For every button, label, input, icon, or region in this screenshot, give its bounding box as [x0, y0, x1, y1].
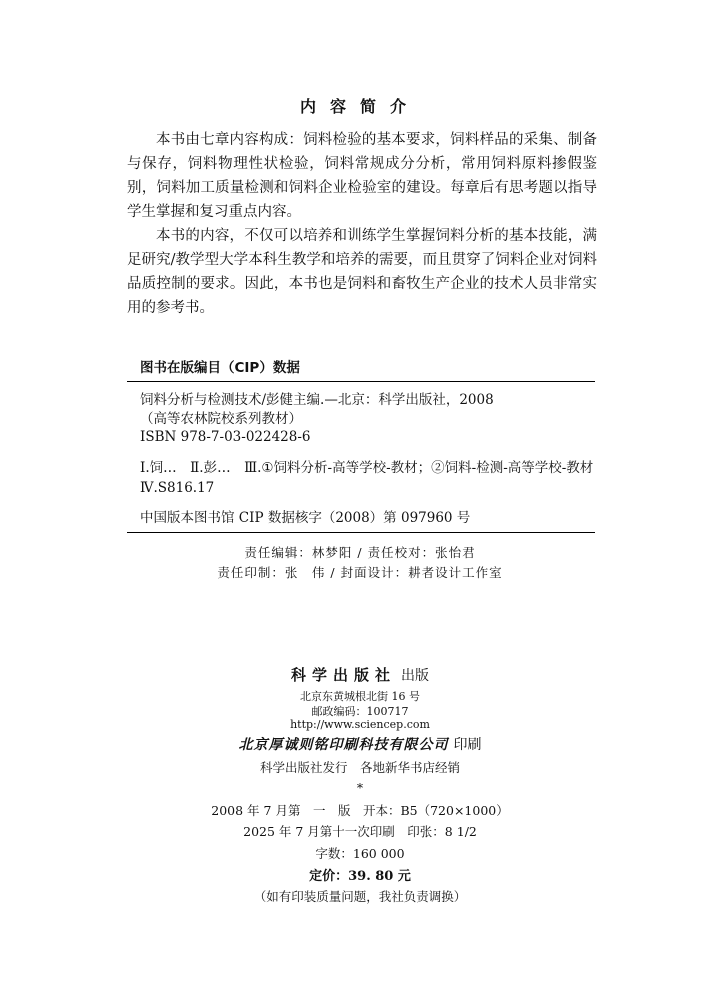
cip-classification: Ⅰ.饲… Ⅱ.彭… Ⅲ.①饲料分析-高等学校-教材；②饲料-检测-高等学校-教材 Ⅳ.S816.17	[140, 460, 607, 496]
publisher-suffix: 出版	[401, 668, 430, 684]
printer-line	[0, 734, 720, 754]
printer-name: 北京厚诚则铭印刷科技有限公司	[238, 737, 449, 753]
distribution-line: 科学出版社发行 各地新华书店经销	[259, 760, 460, 775]
staff-production: 责任印制：张 伟 / 封面设计：耕者设计工作室	[217, 565, 503, 580]
cip-bottom-rule	[127, 532, 595, 533]
cip-line: （高等农林院校系列教材）	[140, 410, 302, 427]
intro-text	[127, 128, 597, 320]
publisher-postcode: 邮政编码：100717	[311, 705, 409, 718]
cip-line: ISBN 978-7-03-022428-6	[140, 429, 311, 445]
cip-record	[140, 391, 595, 447]
printer-suffix: 印刷	[453, 737, 482, 753]
edition-line: 2008 年 7 月第 一 版 开本：B5（720×1000）	[211, 803, 509, 818]
printing-line: 2025 年 7 月第十一次印刷 印张：8 1/2	[243, 824, 477, 839]
word-count: 字数：160 000	[315, 846, 405, 861]
publisher-website: http://www.sciencep.com	[290, 718, 430, 731]
intro-paragraph: 本书由七章内容构成：饲料检验的基本要求，饲料样品的采集、制备与保存，饲料物理性状检验，饲料常规成分分析，常用饲料原料掺假鉴别，饲料加工质量检测和饲料企业检验室的建设。每章后有思考题以指导学生掌握和复习重点内容。	[127, 132, 597, 220]
intro-title: 内容简介	[299, 97, 420, 116]
cip-title: 图书在版编目（CIP）数据	[140, 360, 300, 376]
publisher-address: 北京东黄城根北街 16 号	[300, 690, 420, 703]
staff-editors: 责任编辑：林梦阳 / 责任校对：张怡君	[244, 545, 476, 560]
publisher-line	[0, 664, 720, 685]
cip-record-number: 中国版本图书馆 CIP 数据核字（2008）第 097960 号	[140, 510, 471, 526]
intro-paragraph: 本书的内容，不仅可以培养和训练学生掌握饲料分析的基本技能，满足研究/教学型大学本科生教学和培养的需要，而且贯穿了饲料企业对饲料品质控制的要求。因此，本书也是饲料和畜牧生产企业的技术人员非常实用的参考书。	[127, 228, 597, 316]
separator-mark: *	[356, 780, 364, 795]
quality-notice: （如有印装质量问题，我社负责调换）	[253, 889, 467, 904]
cip-line: 饲料分析与检测技术/彭健主编.—北京：科学出版社，2008	[140, 392, 494, 408]
publisher-name: 科学出版社	[290, 666, 396, 684]
price: 定价：39. 80 元	[309, 869, 411, 884]
cip-top-rule	[127, 381, 595, 382]
